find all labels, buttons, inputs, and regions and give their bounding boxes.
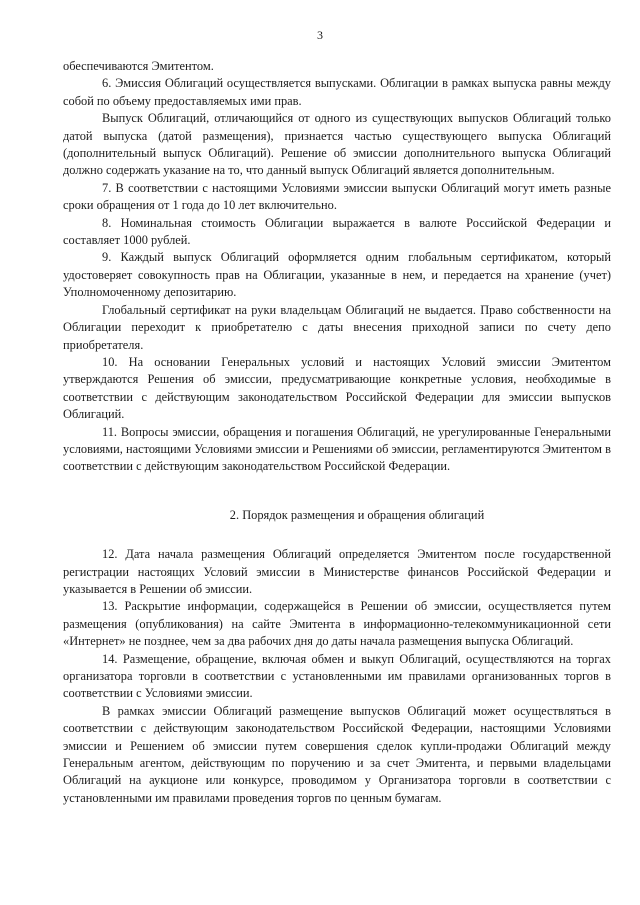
paragraph: Выпуск Облигаций, отличающийся от одного из существующих выпусков Облигаций только датой выпуска (датой размещения), признается частью существующего выпуска Облигаций (дополнительный выпуск Облигаций). Решение об эмиссии дополнительного выпуска Облигаций должно содержать указание на то, что данный выпуск Облигаций является дополнительным. [63, 111, 611, 178]
paragraph: 9. Каждый выпуск Облигаций оформляется одним глобальным сертификатом, который удостоверяет совокупность прав на Облигации, указанные в нем, и передается на хранение (учет) Уполномоченному депозитарию. [63, 250, 611, 300]
section-2-content [63, 546, 611, 807]
paragraph: В рамках эмиссии Облигаций размещение выпусков Облигаций может осуществляться в соответствии с действующим законодательством Российской Федерации, настоящими Условиями эмиссии и Решением об эмиссии путем совершения сделок купли-продажи Облигаций между Генеральным агентом, действующим по поручению и за счет Эмитента, и первыми владельцами Облигаций на аукционе или конкурсе, проводимом у Организатора торговли в соответствии с установленными им правилами проведения торгов по ценным бумагам. [63, 703, 611, 805]
paragraph: 8. Номинальная стоимость Облигации выражается в валюте Российской Федерации и составляет 1000 рублей. [63, 215, 611, 248]
page-number: 3 [317, 28, 323, 42]
paragraph: 6. Эмиссия Облигаций осуществляется выпусками. Облигации в рамках выпуска равны между собой по объему предоставляемых ими прав. [63, 76, 611, 108]
document-body [63, 58, 611, 807]
section-heading: 2. Порядок размещения и обращения облигаций [229, 507, 485, 522]
paragraph: 12. Дата начала размещения Облигаций определяется Эмитентом после государственной регистрации настоящих Условий эмиссии в Министерстве финансов Российской Федерации и указывается в Решении об эмиссии. [63, 547, 611, 596]
section-1-continuation [63, 58, 611, 476]
paragraph: 14. Размещение, обращение, включая обмен и выкуп Облигаций, осуществляются на торгах организатора торговли в соответствии с установленными им правилами организованных торгов в соответствии с Условиями эмиссии. [63, 651, 611, 701]
paragraph: Глобальный сертификат на руки владельцам Облигаций не выдается. Право собственности на Облигации переходит к приобретателю с даты внесения приходной записи по счету депо приобретателя. [63, 302, 611, 352]
paragraph: 13. Раскрытие информации, содержащейся в Решении об эмиссии, осуществляется путем размещения (опубликования) на сайте Эмитента в информационно-телекоммуникационной сети «Интернет» не позднее, чем за два рабочих дня до даты начала размещения выпуска Облигаций. [63, 599, 611, 649]
paragraph: обеспечиваются Эмитентом. [63, 59, 214, 73]
paragraph: 10. На основании Генеральных условий и настоящих Условий эмиссии Эмитентом утверждаются Решения об эмиссии, предусматривающие конкретные условия, необходимые в соответствии с действующим законодательством Российской Федерации для эмиссии выпусков Облигаций. [63, 354, 611, 422]
paragraph: 11. Вопросы эмиссии, обращения и погашения Облигаций, не урегулированные Генеральными условиями, настоящими Условиями эмиссии и Решениями об эмиссии, регламентируются Эмитентом в соответствии с действующим законодательством Российской Федерации. [63, 424, 611, 474]
paragraph: 7. В соответствии с настоящими Условиями эмиссии выпуски Облигаций могут иметь разные сроки обращения от 1 года до 10 лет включительно. [63, 180, 611, 213]
